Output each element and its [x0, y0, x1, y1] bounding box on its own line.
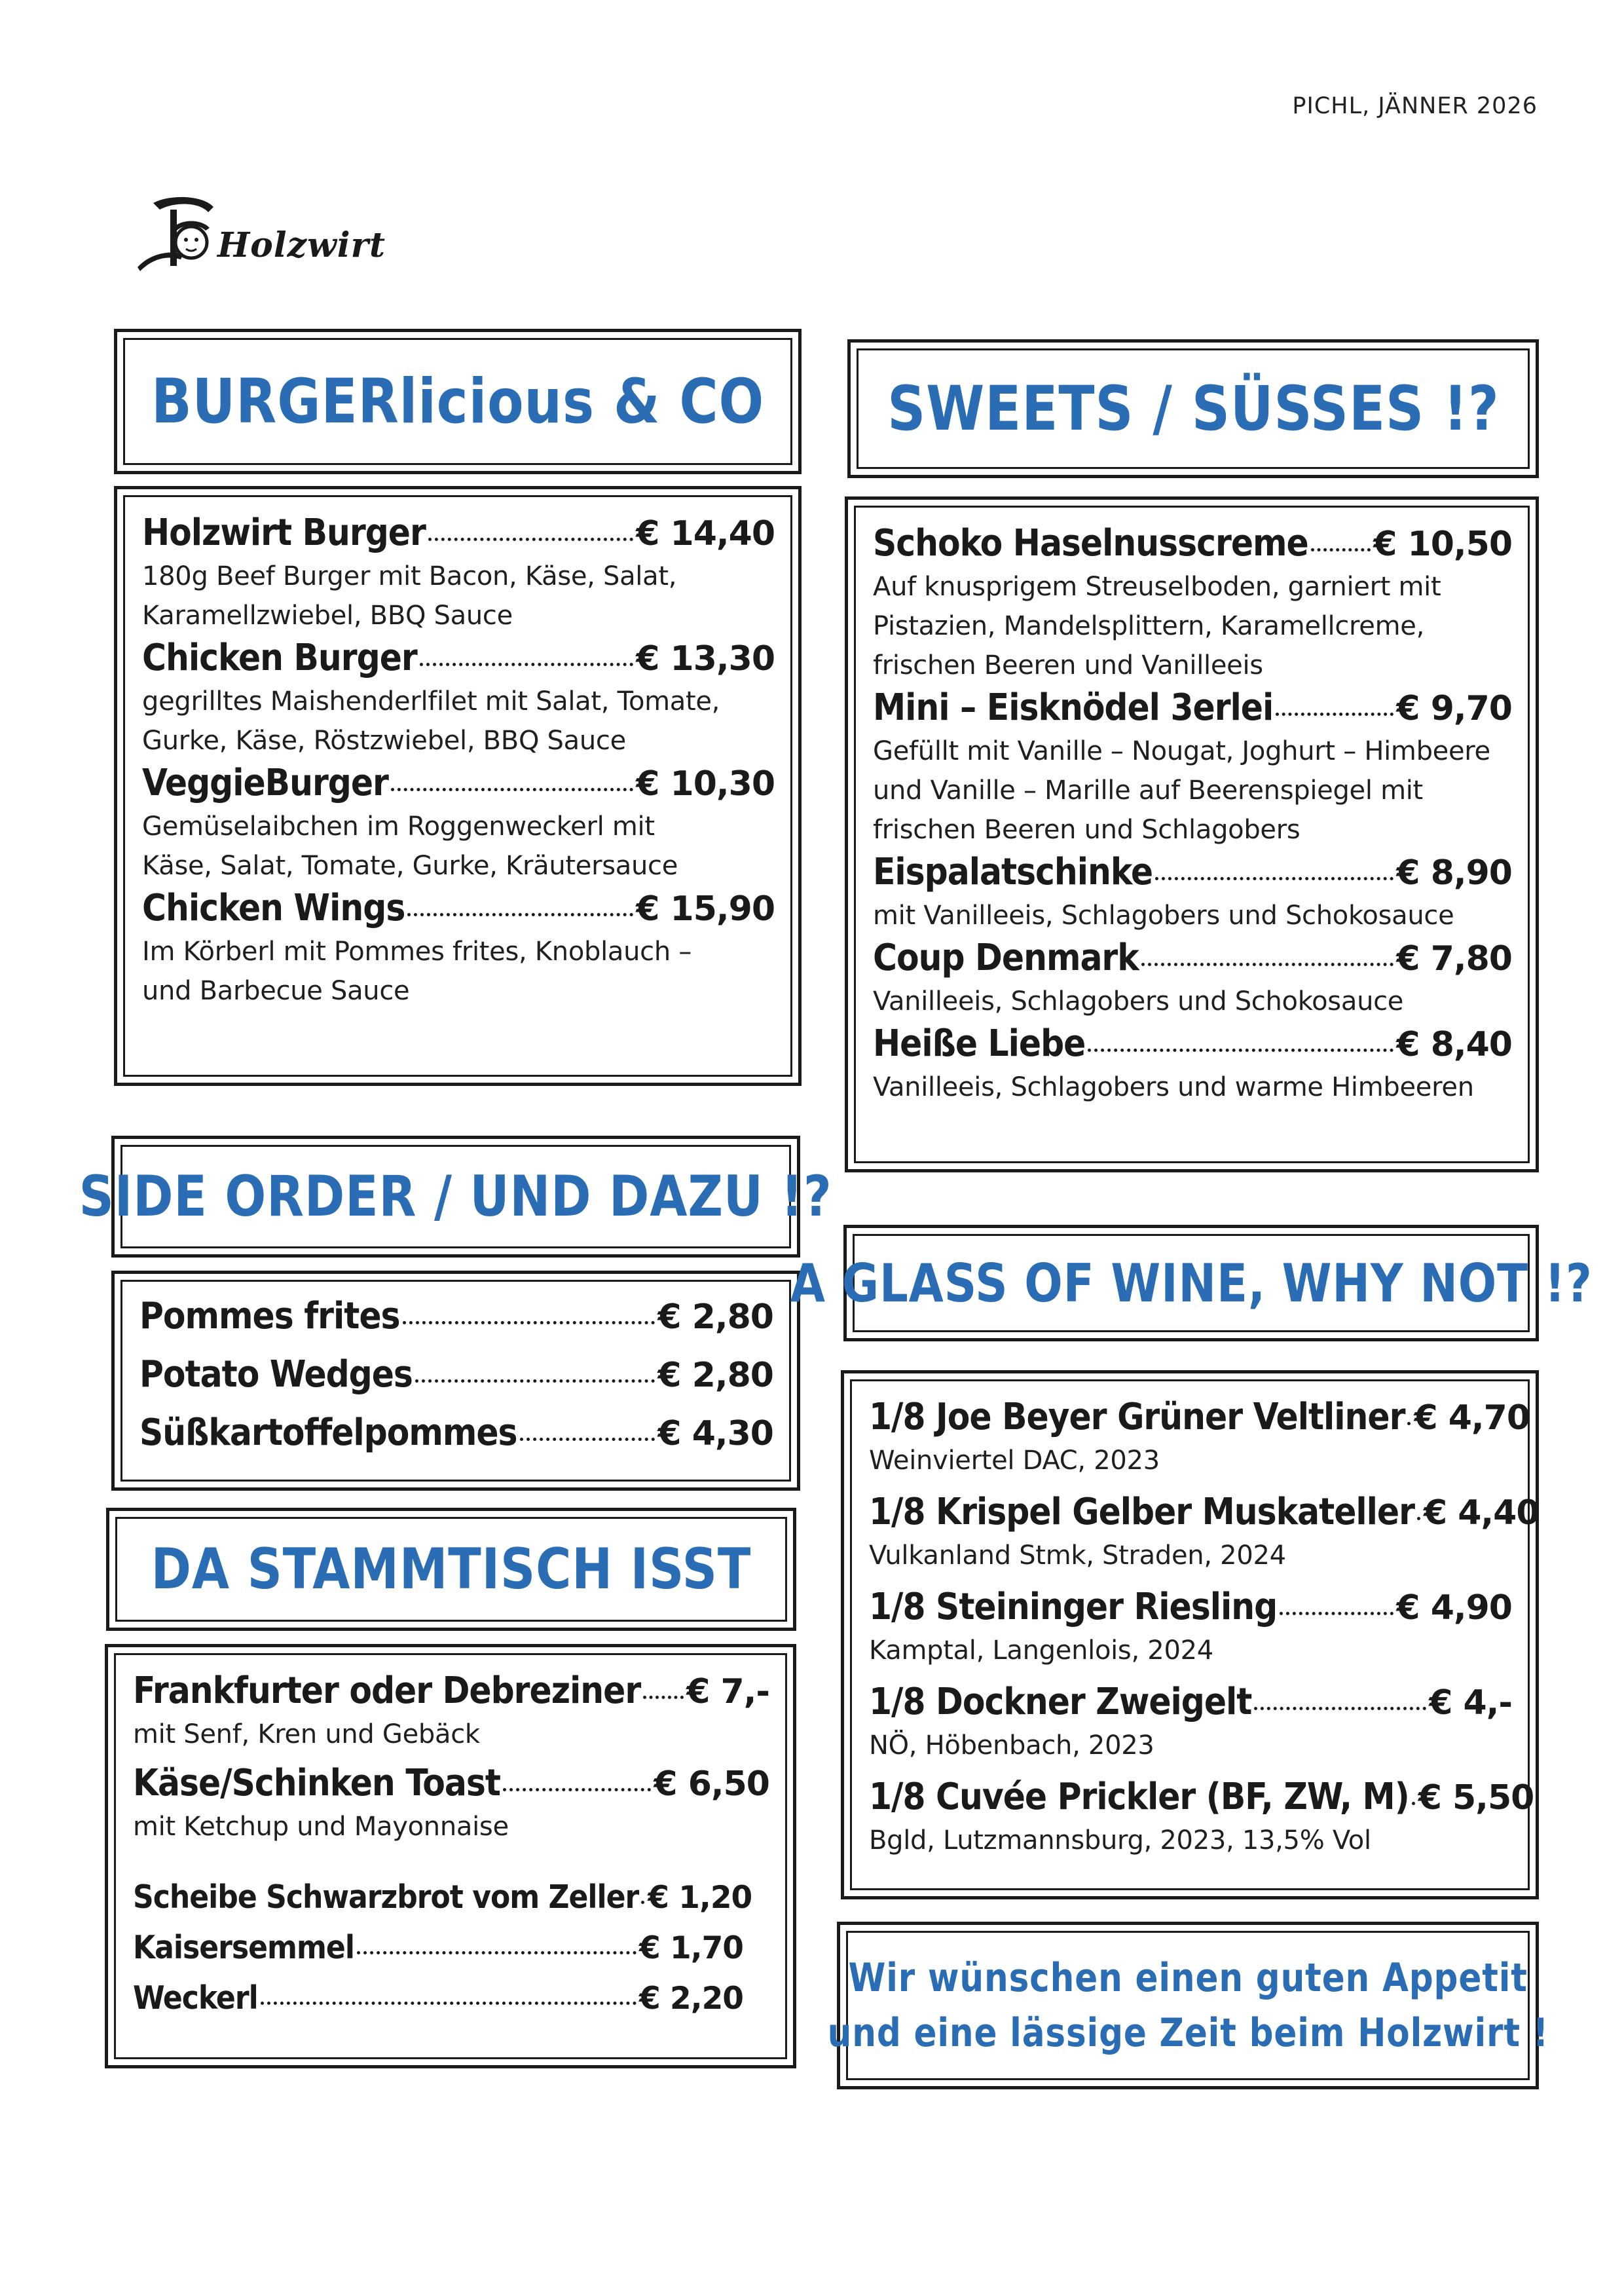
item-price: € 4,-	[1429, 1683, 1512, 1723]
side-section-title: SIDE ORDER / UND DAZU !?	[79, 1164, 833, 1229]
item-name: 1/8 Joe Beyer Grüner Veltliner	[869, 1396, 1405, 1438]
burger-section-items	[114, 486, 802, 1086]
menu-item-schwarzbrot	[133, 1873, 752, 1923]
wine-section-header	[790, 1225, 1593, 1341]
footer-message-line: und eine lässige Zeit beim Holzwirt !	[827, 2010, 1549, 2056]
item-description: Gefüllt mit Vanille – Nougat, Joghurt – Himbeere	[873, 736, 1490, 766]
menu-item-schoko-haselnusscreme	[873, 521, 1512, 685]
item-name: Schoko Haselnusscreme	[873, 522, 1308, 565]
item-description: Bgld, Lutzmannsburg, 2023, 13,5% Vol	[869, 1825, 1371, 1856]
item-price: € 1,20	[648, 1880, 752, 1916]
leader-dots	[261, 2002, 637, 2005]
item-price: € 10,50	[1373, 525, 1512, 564]
menu-item-chicken-wings	[142, 886, 775, 1011]
item-price: € 15,90	[636, 889, 775, 929]
item-price: € 2,80	[657, 1297, 773, 1337]
item-description: Weinviertel DAC, 2023	[869, 1446, 1160, 1476]
item-description: 180g Beef Burger mit Bacon, Käse, Salat,	[142, 561, 677, 591]
bread-extras	[133, 1873, 769, 2024]
side-section-header	[79, 1136, 833, 1258]
menu-item-toast	[133, 1761, 769, 1846]
holzwirt-logo	[131, 190, 386, 282]
leader-dots	[641, 1901, 645, 1904]
leader-dots	[357, 1951, 637, 1954]
item-description: Auf knusprigem Streuselboden, garniert mit	[873, 572, 1441, 602]
item-price: € 6,50	[654, 1764, 769, 1804]
item-price: € 4,40	[1423, 1493, 1540, 1533]
leader-dots	[1280, 1612, 1393, 1615]
sweets-section-title: SWEETS / SÜSSES !?	[887, 373, 1500, 445]
leader-dots	[1407, 1422, 1411, 1425]
sweets-section-header	[847, 339, 1539, 478]
menu-item-weckerl	[133, 1973, 743, 2024]
item-description: Karamellzwiebel, BBQ Sauce	[142, 601, 513, 631]
item-description: Vanilleeis, Schlagobers und Schokosauce	[873, 986, 1404, 1017]
side-section-items	[111, 1271, 800, 1491]
item-name: 1/8 Steininger Riesling	[869, 1586, 1278, 1628]
item-price: € 2,80	[657, 1356, 773, 1395]
item-name: Heiße Liebe	[873, 1022, 1086, 1065]
item-price: € 5,50	[1418, 1778, 1534, 1818]
menu-item-zweigelt	[869, 1679, 1512, 1765]
sweets-section-items	[845, 496, 1539, 1172]
item-description: Gurke, Käse, Röstzwiebel, BBQ Sauce	[142, 726, 626, 756]
item-price: € 4,30	[657, 1414, 773, 1453]
item-name: 1/8 Krispel Gelber Muskateller	[869, 1491, 1414, 1533]
item-description: Vanilleeis, Schlagobers und warme Himbeeren	[873, 1072, 1474, 1102]
stammtisch-section-title: DA STAMMTISCH ISST	[151, 1537, 752, 1602]
item-description: mit Ketchup und Mayonnaise	[133, 1812, 509, 1842]
item-price: € 1,70	[638, 1930, 743, 1966]
item-price: € 14,40	[636, 514, 775, 553]
menu-item-gelber-muskateller	[869, 1489, 1540, 1575]
item-description: Pistazien, Mandelsplittern, Karamellcreme,	[873, 611, 1424, 641]
burger-section-title: BURGERlicious & CO	[151, 365, 764, 438]
leader-dots	[391, 788, 633, 791]
menu-item-pommes-frites	[139, 1294, 773, 1340]
menu-item-potato-wedges	[139, 1352, 773, 1398]
menu-item-chicken-burger	[142, 635, 775, 760]
item-description: frischen Beeren und Vanilleeis	[873, 650, 1263, 681]
item-price: € 7,80	[1396, 939, 1512, 979]
item-name: Mini – Eisknödel 3erlei	[873, 686, 1274, 729]
burger-section-header	[114, 329, 802, 474]
item-price: € 8,40	[1396, 1025, 1512, 1064]
item-name: Weckerl	[133, 1979, 258, 2017]
footer-message-box	[827, 1922, 1549, 2089]
item-name: Frankfurter oder Debreziner	[133, 1670, 641, 1712]
item-name: Coup Denmark	[873, 937, 1139, 979]
menu-item-heisse-liebe	[873, 1021, 1512, 1107]
leader-dots	[407, 913, 633, 916]
item-name: Käse/Schinken Toast	[133, 1762, 500, 1804]
leader-dots	[1417, 1517, 1421, 1520]
item-description: frischen Beeren und Schlagobers	[873, 815, 1301, 845]
leader-dots	[503, 1788, 651, 1791]
footer-message-line: Wir wünschen einen guten Appetit	[848, 1955, 1528, 2001]
leader-dots	[1412, 1802, 1416, 1805]
wine-section-items	[841, 1370, 1539, 1899]
menu-item-mini-eiskn	[873, 685, 1512, 849]
menu-item-kaisersemmel	[133, 1923, 743, 1973]
menu-item-holzwirt-burger	[142, 510, 775, 635]
item-description: Gemüselaibchen im Roggenweckerl mit	[142, 812, 655, 842]
leader-dots	[420, 663, 633, 666]
item-price: € 13,30	[636, 639, 775, 679]
item-name: Eispalatschinke	[873, 851, 1153, 893]
leader-dots	[1254, 1707, 1426, 1710]
item-name: 1/8 Dockner Zweigelt	[869, 1681, 1252, 1723]
item-description: mit Senf, Kren und Gebäck	[133, 1719, 480, 1749]
item-name: Chicken Burger	[142, 637, 417, 679]
item-name: 1/8 Cuvée Prickler (BF, ZW, M)	[869, 1776, 1409, 1818]
menu-item-frankfurter	[133, 1668, 769, 1754]
item-price: € 10,30	[636, 764, 775, 804]
item-name: Scheibe Schwarzbrot vom Zeller	[133, 1878, 639, 1916]
menu-item-veggie-burger	[142, 760, 775, 886]
leader-dots	[415, 1379, 655, 1383]
item-name: Chicken Wings	[142, 887, 405, 929]
leader-dots	[403, 1321, 655, 1324]
item-description: Im Körberl mit Pommes frites, Knoblauch –	[142, 937, 692, 967]
leader-dots	[1141, 963, 1394, 966]
stammtisch-section-items	[105, 1644, 796, 2068]
leader-dots	[520, 1438, 655, 1441]
item-price: € 7,-	[686, 1672, 769, 1711]
item-description: Vulkanland Stmk, Straden, 2024	[869, 1540, 1286, 1571]
item-price: € 4,90	[1396, 1588, 1512, 1628]
date-label: PICHL, JÄNNER 2026	[1292, 93, 1538, 119]
leader-dots	[643, 1696, 684, 1699]
menu-item-gruener-veltliner	[869, 1394, 1530, 1480]
item-price: € 2,20	[638, 1981, 743, 2017]
stammtisch-section-header	[106, 1508, 796, 1631]
logo-wordmark: Holzwirt	[217, 225, 386, 265]
menu-item-eispalatschinke	[873, 849, 1512, 935]
item-description: mit Vanilleeis, Schlagobers und Schokosauce	[873, 901, 1454, 931]
leader-dots	[1311, 548, 1371, 551]
menu-item-coup-denmark	[873, 935, 1512, 1021]
menu-item-riesling	[869, 1584, 1512, 1670]
item-name: VeggieBurger	[142, 762, 388, 804]
item-name: Kaisersemmel	[133, 1929, 354, 1966]
item-name: Pommes frites	[139, 1295, 400, 1337]
item-description: gegrilltes Maishenderlfilet mit Salat, Tomate,	[142, 686, 720, 717]
item-description: Kamptal, Langenlois, 2024	[869, 1635, 1213, 1666]
leader-dots	[1276, 713, 1393, 716]
item-name: Potato Wedges	[139, 1353, 413, 1396]
item-description: Käse, Salat, Tomate, Gurke, Kräutersauce	[142, 851, 678, 881]
item-description: und Barbecue Sauce	[142, 976, 410, 1006]
item-name: Süßkartoffelpommes	[139, 1411, 517, 1454]
item-description: NÖ, Höbenbach, 2023	[869, 1730, 1154, 1761]
wine-section-title: A GLASS OF WINE, WHY NOT !?	[790, 1252, 1593, 1314]
item-price: € 8,90	[1396, 853, 1512, 893]
menu-item-suesskartoffelpommes	[139, 1410, 773, 1457]
leader-dots	[1155, 877, 1393, 880]
item-price: € 4,70	[1414, 1398, 1530, 1438]
menu-item-cuvee-prickler	[869, 1774, 1534, 1860]
item-name: Holzwirt Burger	[142, 512, 426, 554]
item-description: und Vanille – Marille auf Beerenspiegel mit	[873, 775, 1423, 806]
item-price: € 9,70	[1396, 689, 1512, 728]
leader-dots	[428, 538, 633, 541]
leader-dots	[1088, 1049, 1393, 1052]
